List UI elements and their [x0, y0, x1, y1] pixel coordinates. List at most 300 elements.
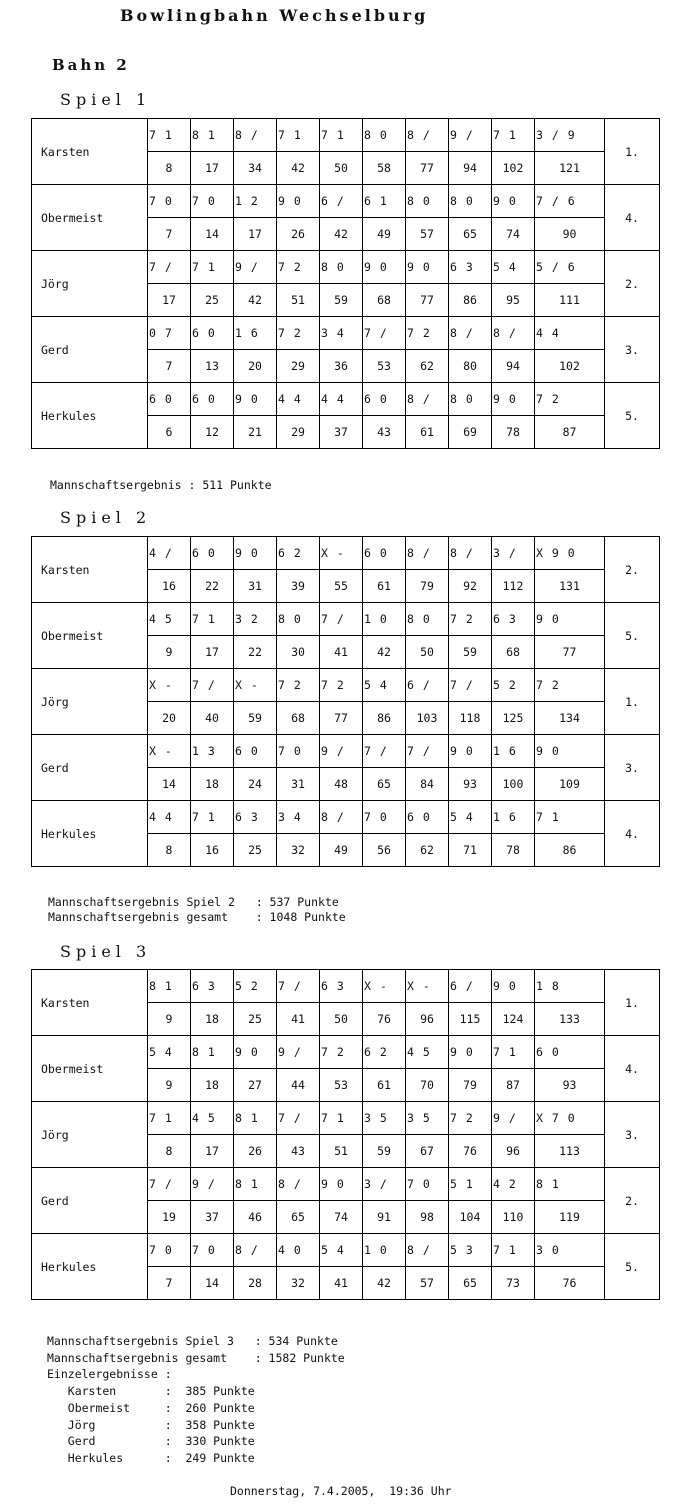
summary-line: Mannschaftsergebnis Spiel 2 : 537 Punkte — [48, 895, 339, 909]
frame-throws: 6 3 — [191, 970, 234, 1003]
summary-line: Obermeist : 260 Punkte — [47, 1400, 255, 1415]
frame-total: 59 — [363, 1135, 406, 1168]
frame-throws: 6 2 — [363, 1036, 406, 1069]
frame-throws: 8 / — [406, 383, 449, 416]
frame-total: 109 — [535, 768, 605, 801]
frame-total: 134 — [535, 702, 605, 735]
frame-total: 49 — [320, 834, 363, 867]
frame-throws: 9 0 — [277, 185, 320, 218]
frame-total: 7 — [148, 350, 191, 383]
frame-total: 26 — [277, 218, 320, 251]
frame-total: 30 — [277, 636, 320, 669]
frame-total: 8 — [148, 152, 191, 185]
frame-throws: 8 / — [406, 537, 449, 570]
player-rank: 1. — [605, 970, 660, 1036]
frame-total: 90 — [535, 218, 605, 251]
frame-throws: 7 / — [148, 1168, 191, 1201]
player-name: Gerd — [32, 735, 148, 801]
player-throws-row — [32, 1234, 660, 1267]
frame-throws: 1 6 — [492, 735, 535, 768]
frame-throws: 4 / — [148, 537, 191, 570]
frame-throws: 7 1 — [191, 603, 234, 636]
frame-total: 32 — [277, 834, 320, 867]
frame-total: 12 — [191, 416, 234, 449]
frame-throws: 7 0 — [148, 1234, 191, 1267]
frame-throws: 8 0 — [449, 185, 492, 218]
player-throws-row — [32, 970, 660, 1003]
frame-total: 50 — [320, 152, 363, 185]
frame-throws: 8 / — [449, 537, 492, 570]
frame-total: 48 — [320, 768, 363, 801]
frame-throws: 4 4 — [320, 383, 363, 416]
frame-throws: 4 4 — [277, 383, 320, 416]
player-name: Obermeist — [32, 185, 148, 251]
frame-total: 20 — [234, 350, 277, 383]
frame-throws: 6 0 — [191, 317, 234, 350]
frame-throws: 7 2 — [535, 669, 605, 702]
player-throws-row — [32, 1168, 660, 1201]
frame-throws: 7 / — [191, 669, 234, 702]
frame-throws: 6 3 — [492, 603, 535, 636]
frame-throws: 6 0 — [406, 801, 449, 834]
frame-total: 94 — [449, 152, 492, 185]
frame-throws: 7 2 — [535, 383, 605, 416]
frame-throws: 9 0 — [406, 251, 449, 284]
frame-total: 103 — [406, 702, 449, 735]
summary-line: Mannschaftsergebnis gesamt : 1582 Punkte — [47, 1350, 345, 1365]
frame-total: 61 — [363, 1069, 406, 1102]
frame-total: 42 — [277, 152, 320, 185]
frame-throws: 7 0 — [406, 1168, 449, 1201]
frame-throws: 3 5 — [363, 1102, 406, 1135]
frame-throws: 7 1 — [320, 1102, 363, 1135]
frame-total: 86 — [449, 284, 492, 317]
frame-total: 61 — [363, 570, 406, 603]
player-rank: 1. — [605, 669, 660, 735]
player-rank: 5. — [605, 383, 660, 449]
frame-total: 119 — [535, 1201, 605, 1234]
frame-throws: 6 3 — [449, 251, 492, 284]
frame-throws: 9 0 — [492, 970, 535, 1003]
summary-line: Herkules : 249 Punkte — [47, 1450, 255, 1465]
frame-total: 53 — [320, 1069, 363, 1102]
frame-total: 65 — [277, 1201, 320, 1234]
frame-throws: 7 / — [406, 735, 449, 768]
frame-total: 98 — [406, 1201, 449, 1234]
frame-throws: 9 0 — [234, 1036, 277, 1069]
frame-throws: 7 1 — [191, 801, 234, 834]
frame-throws: 6 0 — [363, 383, 406, 416]
frame-throws: 3 / — [363, 1168, 406, 1201]
frame-throws: 8 / — [320, 801, 363, 834]
frame-total: 46 — [234, 1201, 277, 1234]
frame-total: 50 — [406, 636, 449, 669]
frame-throws: 5 1 — [449, 1168, 492, 1201]
frame-total: 121 — [535, 152, 605, 185]
frame-throws: 7 0 — [148, 185, 191, 218]
player-throws-row — [32, 603, 660, 636]
player-rank: 4. — [605, 185, 660, 251]
frame-total: 44 — [277, 1069, 320, 1102]
summary-line: Karsten : 385 Punkte — [47, 1384, 255, 1399]
frame-total: 76 — [535, 1267, 605, 1300]
frame-total: 41 — [320, 636, 363, 669]
frame-throws: 7 / — [449, 669, 492, 702]
frame-total: 65 — [449, 218, 492, 251]
player-throws-row — [32, 537, 660, 570]
player-name: Herkules — [32, 1234, 148, 1300]
frame-throws: X 7 0 — [535, 1102, 605, 1135]
game-heading: Spiel 2 — [60, 508, 152, 527]
frame-total: 113 — [535, 1135, 605, 1168]
frame-throws: 3 4 — [320, 317, 363, 350]
frame-throws: 9 0 — [492, 383, 535, 416]
player-name: Karsten — [32, 970, 148, 1036]
summary-line: Einzelergebnisse : — [47, 1367, 172, 1382]
frame-total: 18 — [191, 1069, 234, 1102]
frame-total: 58 — [363, 152, 406, 185]
player-rank: 1. — [605, 119, 660, 185]
frame-total: 40 — [191, 702, 234, 735]
frame-throws: 3 / 9 — [535, 119, 605, 152]
player-throws-row — [32, 251, 660, 284]
frame-total: 112 — [492, 570, 535, 603]
frame-total: 79 — [406, 570, 449, 603]
frame-throws: 1 6 — [492, 801, 535, 834]
frame-throws: 9 / — [492, 1102, 535, 1135]
player-throws-row — [32, 735, 660, 768]
frame-total: 104 — [449, 1201, 492, 1234]
frame-throws: 8 / — [406, 1234, 449, 1267]
frame-total: 51 — [320, 1135, 363, 1168]
frame-total: 43 — [277, 1135, 320, 1168]
frame-total: 65 — [363, 768, 406, 801]
frame-total: 92 — [449, 570, 492, 603]
frame-total: 74 — [320, 1201, 363, 1234]
score-table — [31, 536, 660, 867]
frame-throws: 7 1 — [148, 1102, 191, 1135]
frame-throws: 5 4 — [148, 1036, 191, 1069]
frame-throws: 6 1 — [363, 185, 406, 218]
frame-total: 37 — [191, 1201, 234, 1234]
frame-total: 59 — [320, 284, 363, 317]
frame-throws: 7 2 — [320, 669, 363, 702]
frame-total: 51 — [277, 284, 320, 317]
player-rank: 5. — [605, 1234, 660, 1300]
frame-total: 13 — [191, 350, 234, 383]
player-name: Jörg — [32, 251, 148, 317]
frame-throws: 1 0 — [363, 1234, 406, 1267]
frame-total: 70 — [406, 1069, 449, 1102]
player-rank: 2. — [605, 251, 660, 317]
frame-total: 17 — [191, 152, 234, 185]
frame-throws: 8 / — [492, 317, 535, 350]
frame-throws: 7 0 — [363, 801, 406, 834]
frame-throws: 7 1 — [277, 119, 320, 152]
frame-total: 7 — [148, 1267, 191, 1300]
frame-total: 77 — [406, 152, 449, 185]
player-throws-row — [32, 669, 660, 702]
frame-throws: 8 0 — [320, 251, 363, 284]
frame-total: 41 — [320, 1267, 363, 1300]
player-name: Karsten — [32, 119, 148, 185]
frame-throws: 9 0 — [449, 735, 492, 768]
frame-total: 76 — [449, 1135, 492, 1168]
frame-total: 37 — [320, 416, 363, 449]
frame-total: 68 — [277, 702, 320, 735]
frame-total: 32 — [277, 1267, 320, 1300]
frame-throws: 9 / — [320, 735, 363, 768]
frame-total: 21 — [234, 416, 277, 449]
frame-throws: 1 3 — [191, 735, 234, 768]
frame-throws: 6 0 — [363, 537, 406, 570]
frame-total: 18 — [191, 1003, 234, 1036]
frame-total: 42 — [363, 1267, 406, 1300]
player-throws-row — [32, 801, 660, 834]
frame-throws: 4 5 — [191, 1102, 234, 1135]
frame-throws: 9 0 — [234, 383, 277, 416]
frame-total: 91 — [363, 1201, 406, 1234]
player-rank: 3. — [605, 1102, 660, 1168]
frame-throws: 4 0 — [277, 1234, 320, 1267]
frame-total: 87 — [535, 416, 605, 449]
frame-throws: 8 0 — [449, 383, 492, 416]
frame-throws: 6 0 — [148, 383, 191, 416]
frame-total: 42 — [234, 284, 277, 317]
frame-total: 36 — [320, 350, 363, 383]
score-table — [31, 969, 660, 1300]
frame-throws: 7 1 — [191, 251, 234, 284]
player-name: Gerd — [32, 1168, 148, 1234]
frame-total: 9 — [148, 636, 191, 669]
frame-throws: 7 0 — [191, 1234, 234, 1267]
frame-total: 86 — [535, 834, 605, 867]
frame-total: 19 — [148, 1201, 191, 1234]
frame-total: 102 — [535, 350, 605, 383]
frame-total: 78 — [492, 834, 535, 867]
frame-total: 111 — [535, 284, 605, 317]
frame-total: 14 — [191, 218, 234, 251]
frame-total: 133 — [535, 1003, 605, 1036]
frame-throws: 7 1 — [492, 1234, 535, 1267]
player-name: Karsten — [32, 537, 148, 603]
frame-throws: X - — [363, 970, 406, 1003]
frame-throws: 7 1 — [492, 1036, 535, 1069]
lane-heading: Bahn 2 — [52, 56, 130, 74]
frame-throws: 7 / — [363, 317, 406, 350]
frame-throws: 5 4 — [363, 669, 406, 702]
frame-total: 20 — [148, 702, 191, 735]
frame-total: 50 — [320, 1003, 363, 1036]
frame-throws: 5 4 — [449, 801, 492, 834]
player-name: Herkules — [32, 801, 148, 867]
player-name: Gerd — [32, 317, 148, 383]
frame-throws: 8 / — [277, 1168, 320, 1201]
frame-total: 16 — [191, 834, 234, 867]
frame-total: 93 — [449, 768, 492, 801]
frame-throws: 7 2 — [406, 317, 449, 350]
frame-total: 25 — [234, 834, 277, 867]
frame-total: 59 — [234, 702, 277, 735]
frame-throws: 6 / — [449, 970, 492, 1003]
frame-throws: 9 0 — [449, 1036, 492, 1069]
frame-total: 86 — [363, 702, 406, 735]
frame-throws: 7 2 — [449, 603, 492, 636]
frame-total: 8 — [148, 1135, 191, 1168]
frame-total: 49 — [363, 218, 406, 251]
frame-throws: 9 0 — [363, 251, 406, 284]
frame-total: 79 — [449, 1069, 492, 1102]
frame-throws: 7 / 6 — [535, 185, 605, 218]
frame-total: 22 — [191, 570, 234, 603]
frame-throws: 4 5 — [148, 603, 191, 636]
frame-total: 8 — [148, 834, 191, 867]
frame-throws: 7 / — [148, 251, 191, 284]
summary-line: Jörg : 358 Punkte — [47, 1417, 255, 1432]
frame-total: 131 — [535, 570, 605, 603]
print-timestamp: Donnerstag, 7.4.2005, 19:36 Uhr — [230, 1484, 452, 1498]
player-rank: 4. — [605, 1036, 660, 1102]
frame-total: 84 — [406, 768, 449, 801]
frame-total: 9 — [148, 1069, 191, 1102]
frame-total: 27 — [234, 1069, 277, 1102]
frame-throws: 6 0 — [191, 383, 234, 416]
frame-total: 118 — [449, 702, 492, 735]
frame-throws: 6 0 — [191, 537, 234, 570]
frame-throws: 7 2 — [277, 317, 320, 350]
frame-throws: 8 / — [449, 317, 492, 350]
frame-throws: 7 / — [363, 735, 406, 768]
frame-throws: 0 7 — [148, 317, 191, 350]
frame-throws: X - — [148, 669, 191, 702]
frame-total: 62 — [406, 834, 449, 867]
frame-total: 57 — [406, 218, 449, 251]
player-rank: 4. — [605, 801, 660, 867]
frame-total: 115 — [449, 1003, 492, 1036]
frame-total: 125 — [492, 702, 535, 735]
player-throws-row — [32, 383, 660, 416]
frame-throws: 6 2 — [277, 537, 320, 570]
frame-throws: 3 / — [492, 537, 535, 570]
frame-throws: 7 2 — [277, 251, 320, 284]
frame-throws: 1 0 — [363, 603, 406, 636]
frame-total: 100 — [492, 768, 535, 801]
frame-total: 17 — [191, 1135, 234, 1168]
player-throws-row — [32, 1036, 660, 1069]
frame-total: 29 — [277, 350, 320, 383]
frame-total: 77 — [406, 284, 449, 317]
frame-total: 87 — [492, 1069, 535, 1102]
frame-throws: 7 1 — [535, 801, 605, 834]
frame-total: 16 — [148, 570, 191, 603]
player-name: Herkules — [32, 383, 148, 449]
frame-total: 73 — [492, 1267, 535, 1300]
frame-total: 26 — [234, 1135, 277, 1168]
player-name: Obermeist — [32, 1036, 148, 1102]
frame-throws: 4 4 — [148, 801, 191, 834]
player-rank: 3. — [605, 317, 660, 383]
frame-throws: 1 2 — [234, 185, 277, 218]
frame-total: 41 — [277, 1003, 320, 1036]
frame-total: 25 — [191, 284, 234, 317]
frame-throws: X - — [148, 735, 191, 768]
frame-throws: 4 5 — [406, 1036, 449, 1069]
frame-throws: 7 / — [277, 970, 320, 1003]
frame-throws: 7 1 — [492, 119, 535, 152]
frame-throws: X - — [406, 970, 449, 1003]
frame-throws: 3 4 — [277, 801, 320, 834]
frame-throws: 1 6 — [234, 317, 277, 350]
frame-throws: 8 1 — [234, 1168, 277, 1201]
frame-total: 43 — [363, 416, 406, 449]
frame-total: 102 — [492, 152, 535, 185]
frame-throws: 7 2 — [320, 1036, 363, 1069]
frame-throws: 8 0 — [406, 185, 449, 218]
game-heading: Spiel 1 — [60, 90, 152, 109]
frame-total: 124 — [492, 1003, 535, 1036]
frame-throws: 9 0 — [492, 185, 535, 218]
frame-throws: 1 8 — [535, 970, 605, 1003]
frame-total: 94 — [492, 350, 535, 383]
frame-total: 93 — [535, 1069, 605, 1102]
frame-total: 24 — [234, 768, 277, 801]
frame-throws: 5 4 — [320, 1234, 363, 1267]
frame-total: 61 — [406, 416, 449, 449]
frame-total: 29 — [277, 416, 320, 449]
frame-throws: 9 0 — [320, 1168, 363, 1201]
frame-total: 42 — [363, 636, 406, 669]
frame-throws: 8 1 — [148, 970, 191, 1003]
frame-total: 77 — [535, 636, 605, 669]
frame-throws: 9 / — [277, 1036, 320, 1069]
frame-throws: 5 / 6 — [535, 251, 605, 284]
frame-throws: 3 2 — [234, 603, 277, 636]
frame-total: 34 — [234, 152, 277, 185]
player-rank: 5. — [605, 603, 660, 669]
frame-throws: 9 0 — [234, 537, 277, 570]
frame-total: 53 — [363, 350, 406, 383]
frame-total: 7 — [148, 218, 191, 251]
frame-throws: 8 / — [406, 119, 449, 152]
player-name: Obermeist — [32, 603, 148, 669]
player-throws-row — [32, 185, 660, 218]
frame-total: 6 — [148, 416, 191, 449]
frame-throws: 6 / — [406, 669, 449, 702]
frame-total: 14 — [191, 1267, 234, 1300]
frame-throws: 6 3 — [320, 970, 363, 1003]
frame-total: 17 — [191, 636, 234, 669]
frame-total: 74 — [492, 218, 535, 251]
player-throws-row — [32, 317, 660, 350]
frame-total: 78 — [492, 416, 535, 449]
frame-total: 110 — [492, 1201, 535, 1234]
frame-throws: 5 3 — [449, 1234, 492, 1267]
frame-throws: 9 0 — [535, 603, 605, 636]
frame-total: 14 — [148, 768, 191, 801]
frame-total: 17 — [148, 284, 191, 317]
frame-throws: 8 0 — [406, 603, 449, 636]
summary-line: Gerd : 330 Punkte — [47, 1434, 255, 1449]
frame-total: 71 — [449, 834, 492, 867]
frame-throws: 6 0 — [234, 735, 277, 768]
frame-total: 69 — [449, 416, 492, 449]
frame-throws: X - — [234, 669, 277, 702]
frame-throws: 4 2 — [492, 1168, 535, 1201]
frame-total: 17 — [234, 218, 277, 251]
frame-throws: 9 / — [449, 119, 492, 152]
frame-throws: 8 1 — [234, 1102, 277, 1135]
frame-total: 31 — [234, 570, 277, 603]
